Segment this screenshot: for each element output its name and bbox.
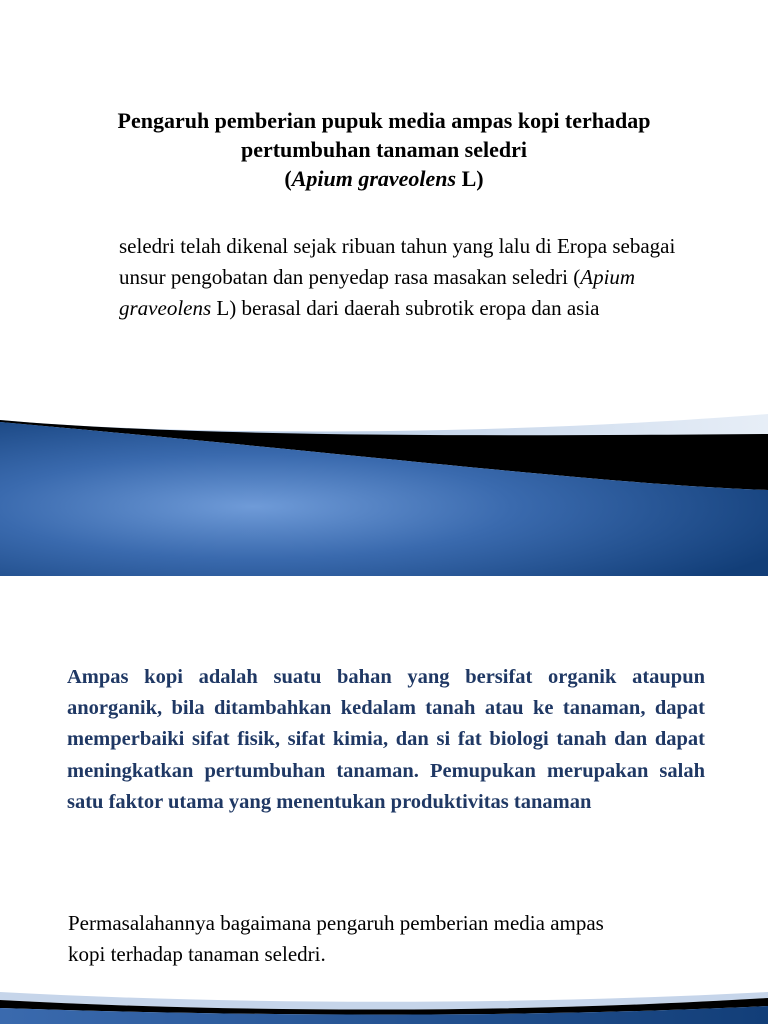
title-line-1: Pengaruh pemberian pupuk media ampas kopi terhadap xyxy=(117,108,651,133)
problem-statement: Permasalahannya bagaimana pengaruh pemberian media ampas kopi terhadap tanaman seledri. xyxy=(68,911,604,966)
slide-title xyxy=(40,106,728,193)
blue-wave-band xyxy=(0,410,768,576)
intro-text-part-2: L) berasal dari daerah subrotik eropa dan asia xyxy=(211,296,600,320)
title-line-3 xyxy=(40,164,728,193)
title-paren-open: ( xyxy=(284,166,292,191)
ampas-kopi-paragraph: Ampas kopi adalah suatu bahan yang bersifat organik ataupun anorganik, bila ditambahkan kedalam tanah atau ke tanaman, dapat memperbaiki sifat fisik, sifat kimia, dan si fat biologi tanah dan dapat meningkatkan pertumbuhan tanaman. Pemupukan merupakan salah satu faktor utama yang menentukan produktivitas tanaman xyxy=(67,666,705,813)
bottom-wave-band xyxy=(0,990,768,1024)
title-line-2: pertumbuhan tanaman seledri xyxy=(240,137,528,162)
title-paren-close: L) xyxy=(456,166,484,191)
intro-species-name: Apium graveolens xyxy=(119,265,636,320)
intro-text-part-1: seledri telah dikenal sejak ribuan tahun yang lalu di Eropa sebagai unsur pengobatan dan penyedap rasa masakan seledri ( xyxy=(119,234,676,289)
intro-paragraph xyxy=(119,231,679,324)
title-species-name: Apium graveolens xyxy=(291,166,457,191)
